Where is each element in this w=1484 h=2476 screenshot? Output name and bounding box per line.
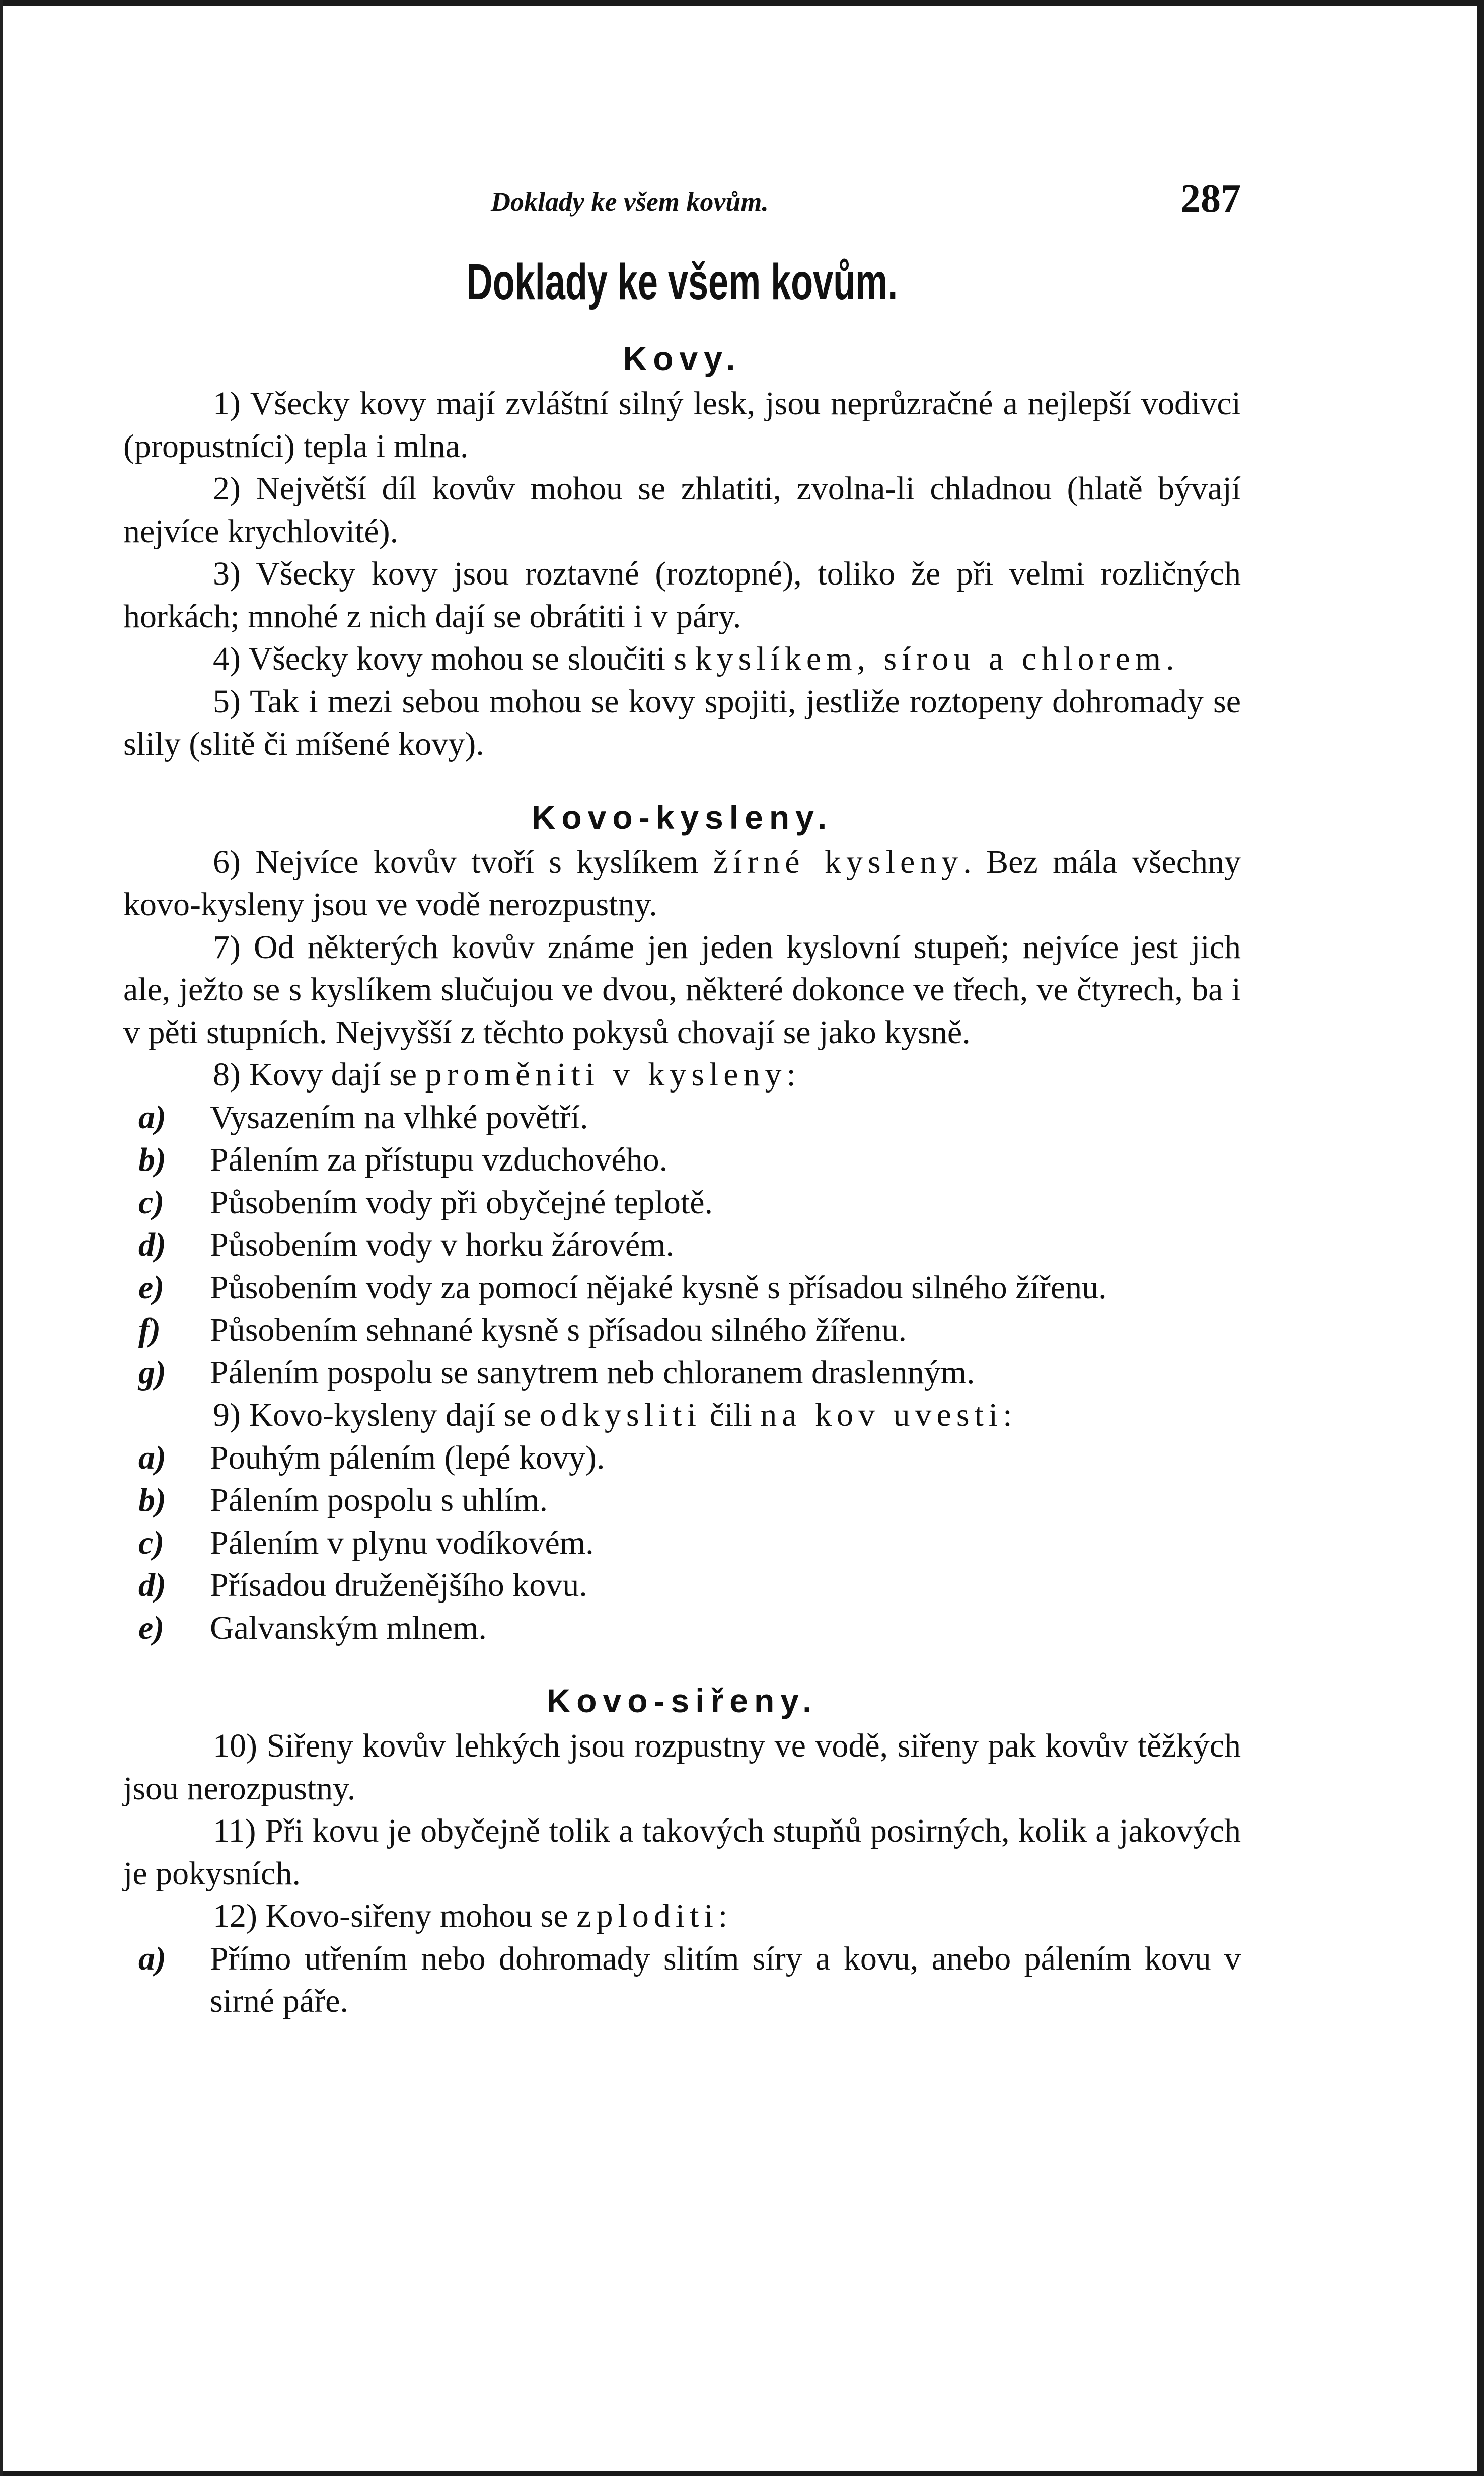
- paragraph-12-text: 12) Kovo-siřeny mohou se: [213, 1898, 577, 1934]
- book-page: [123, 176, 1241, 2023]
- list-item-label: e): [138, 1269, 165, 1306]
- list-item-text: Přímo utřením nebo dohromady slitím síry a kovu, anebo pálením kovu v sirné páře.: [210, 1940, 1241, 2019]
- paragraph-9-middle: čili: [701, 1397, 761, 1433]
- list-item: [123, 1309, 1241, 1352]
- running-head: [123, 176, 1241, 232]
- chapter-title: Doklady ke všem kovům.: [466, 254, 898, 310]
- section-heading-kovo-sireny: Kovo-siřeny.: [546, 1682, 818, 1719]
- list-item-text: Pálením za přístupu vzduchového.: [210, 1141, 668, 1178]
- list-item: [123, 1182, 1241, 1224]
- paragraph-4-emphasis: kyslíkem, sírou a chlorem: [695, 640, 1166, 677]
- paragraph-1: 1) Všecky kovy mají zvláštní silný lesk, jsou neprůzračné a nejlepší vodivci (propustníci) tepla i mlna.: [123, 385, 1241, 465]
- paragraph-12-emphasis: zploditi: [576, 1898, 718, 1934]
- paragraph-10: 10) Siřeny kovův lehkých jsou rozpustny ve vodě, siřeny pak kovův těžkých jsou nerozpustny.: [123, 1727, 1241, 1807]
- list-item-label: b): [138, 1141, 166, 1178]
- list-item-text: Působením vody při obyčejné teplotě.: [210, 1184, 713, 1221]
- list-item-label: d): [138, 1226, 166, 1263]
- list-item: [123, 1938, 1241, 2023]
- scan-border-right: [1477, 0, 1484, 2476]
- paragraph-9-emphasis-1: odkysliti: [539, 1397, 701, 1433]
- list-8: [123, 1097, 1241, 1395]
- list-item-text: Pálením pospolu se sanytrem neb chloranem draslenným.: [210, 1354, 975, 1391]
- list-item-text: Působením vody za pomocí nějaké kysně s přísadou silného žířenu.: [210, 1269, 1107, 1306]
- list-item-text: Působením vody v horku žárovém.: [210, 1226, 675, 1263]
- list-item-text: Pálením v plynu vodíkovém.: [210, 1524, 594, 1561]
- list-item: [123, 1224, 1241, 1267]
- paragraph-3: 3) Všecky kovy jsou roztavné (roztopné), toliko že při velmi rozličných horkách; mnohé z nich dají se obrátiti i v páry.: [123, 555, 1241, 635]
- paragraph-9-emphasis-2: na kov uvesti: [760, 1397, 1003, 1433]
- paragraph-7: 7) Od některých kovův známe jen jeden kyslovní stupeň; nejvíce jest jich ale, ježto se s kyslíkem slučujou ve dvou, některé dokonce ve třech, ve čtyrech, ba i v pěti stupních. Nejvyšší z těchto pokysů chovají se jako kysně.: [123, 928, 1241, 1051]
- list-item-label: f): [138, 1312, 161, 1348]
- list-item-text: Pouhým pálením (lepé kovy).: [210, 1439, 605, 1476]
- paragraph-12: [123, 1895, 1241, 1938]
- list-item-label: d): [138, 1567, 166, 1604]
- page-number: 287: [1180, 177, 1241, 221]
- paragraph-12-end: :: [718, 1898, 728, 1934]
- list-9: [123, 1437, 1241, 1650]
- list-item-label: c): [138, 1184, 165, 1221]
- paragraph-4: [123, 638, 1241, 681]
- paragraph-5: 5) Tak i mezi sebou mohou se kovy spojiti, jestliže roztopeny dohromady se slily (slitě či míšené kovy).: [123, 683, 1241, 762]
- list-item: [123, 1139, 1241, 1182]
- list-item-label: a): [138, 1099, 166, 1136]
- list-item-text: Pálením pospolu s uhlím.: [210, 1482, 548, 1518]
- list-item-label: a): [138, 1940, 166, 1977]
- list-item-label: a): [138, 1439, 166, 1476]
- paragraph-8-emphasis: proměniti v kysleny: [425, 1056, 787, 1093]
- scan-border-top: [0, 0, 1484, 6]
- paragraph-9-end: :: [1003, 1397, 1012, 1433]
- paragraph-9-text: 9) Kovo-kysleny dají se: [213, 1397, 540, 1433]
- list-item: [123, 1097, 1241, 1139]
- list-item-text: Působením sehnané kysně s přísadou silného žířenu.: [210, 1312, 907, 1348]
- paragraph-11: 11) Při kovu je obyčejně tolik a takových stupňů posirných, kolik a jakových je pokysních.: [123, 1812, 1241, 1892]
- list-item-label: g): [138, 1354, 166, 1391]
- list-item-text: Přísadou druženějšího kovu.: [210, 1567, 587, 1604]
- list-item-label: c): [138, 1524, 165, 1561]
- list-item-label: b): [138, 1482, 166, 1518]
- section-heading-kovo-kysleny: Kovo-kysleny.: [531, 798, 833, 836]
- section-heading-kovy: Kovy.: [623, 340, 741, 377]
- paragraph-6-text: 6) Nejvíce kovův tvoří s kyslíkem: [213, 843, 713, 881]
- paragraph-4-text: 4) Všecky kovy mohou se sloučiti s: [213, 640, 695, 677]
- list-item: [123, 1607, 1241, 1650]
- list-item-text: Vysazením na vlhké povětří.: [210, 1099, 588, 1136]
- list-item: [123, 1352, 1241, 1395]
- list-item-label: e): [138, 1609, 165, 1646]
- paragraph-9: [123, 1394, 1241, 1437]
- scan-border-bottom: [0, 2471, 1484, 2476]
- list-item: [123, 1267, 1241, 1309]
- list-item: [123, 1564, 1241, 1607]
- paragraph-6-end: . Bez mála všechny kovo-kysleny jsou ve vodě nerozpustny.: [123, 843, 1241, 923]
- paragraph-4-end: .: [1166, 640, 1174, 677]
- scan-border-left: [0, 0, 3, 2476]
- list-item: [123, 1522, 1241, 1565]
- list-item: [123, 1479, 1241, 1522]
- running-head-title: Doklady ke všem kovům.: [491, 187, 769, 217]
- list-item: [123, 1437, 1241, 1480]
- paragraph-8-text: 8) Kovy dají se: [213, 1056, 425, 1093]
- list-12: [123, 1938, 1241, 2023]
- paragraph-2: 2) Největší díl kovův mohou se zhlatiti, zvolna-li chladnou (hlatě bývají nejvíce krychlovité).: [123, 470, 1241, 550]
- paragraph-6-emphasis: žírné kysleny: [713, 843, 963, 881]
- paragraph-8-end: :: [786, 1056, 796, 1093]
- paragraph-8: [123, 1054, 1241, 1097]
- paragraph-6: [123, 841, 1241, 926]
- list-item-text: Galvanským mlnem.: [210, 1609, 487, 1646]
